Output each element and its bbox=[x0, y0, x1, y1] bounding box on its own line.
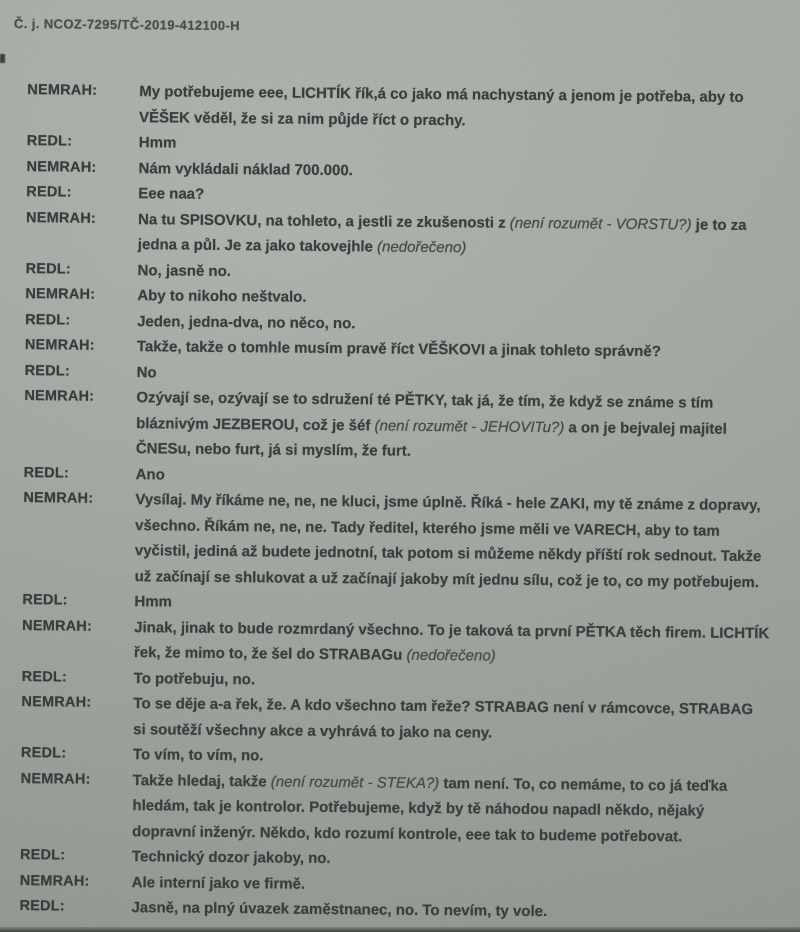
unintelligible-note: (není rozumět - JEHOVITu?) bbox=[374, 416, 565, 436]
utterance-text: Technický dozor jakoby, no. bbox=[131, 848, 331, 868]
speaker-label: NEMRAH: bbox=[26, 158, 97, 176]
transcript-row bbox=[23, 486, 772, 595]
speaker-label: NEMRAH: bbox=[21, 694, 92, 711]
unintelligible-note: (nedořečeno) bbox=[377, 238, 467, 257]
speaker-label: REDL: bbox=[19, 847, 66, 864]
transcript-row bbox=[26, 206, 774, 264]
speaker-label: NEMRAH: bbox=[20, 770, 91, 788]
utterance-text: Aby to nikoho neštvalo. bbox=[137, 287, 307, 306]
utterance-text: Hmm bbox=[134, 593, 173, 611]
speaker-label: REDL: bbox=[26, 184, 72, 201]
utterance-text: Ano bbox=[135, 465, 165, 483]
unintelligible-note: (není rozumět - STEKA?) bbox=[270, 772, 440, 792]
speaker-label: REDL: bbox=[19, 898, 65, 915]
utterance-text: Nám vykládali náklad 700.000. bbox=[138, 159, 353, 179]
speaker-label: NEMRAH: bbox=[27, 82, 98, 99]
utterance-text: Ale interní jako ve firmě. bbox=[131, 873, 306, 893]
speaker-label: REDL: bbox=[26, 133, 73, 150]
utterance-text: To vím, to vím, no. bbox=[132, 746, 264, 765]
speaker-label: REDL: bbox=[21, 668, 68, 685]
utterance-text: Jasně, na plný úvazek zaměstnanec, no. To nevím, ty vole. bbox=[131, 899, 548, 921]
utterance-text: Jinak, jinak to bude rozmrdaný všechno. To je taková ta první PĚTKA těch firem. LICHTÍK řek, že mimo to, že šel do STRABAGu (nedořečeno) bbox=[133, 618, 770, 665]
speaker-label: NEMRAH: bbox=[22, 617, 93, 635]
speaker-label: NEMRAH: bbox=[19, 872, 90, 890]
utterance-text: Vysílaj. My říkáme ne, ne, ne kluci, jsme úplně. Říká - hele ZAKI, my tě známe z dopravy, všechno. Říkám ne, ne, ne. Tady ředitel, kterého jsme měli ve VARECH, aby to tam vyčistil, jediná až budete jednotní, tak potom si můžeme někdy příští rok sednout. Takže už začínají se shlukovat a už začínají jakoby mít jednu sílu, což je to, co my potřebujem. bbox=[134, 491, 762, 591]
case-reference-number: Č. j. NCOZ-7295/TČ-2019-412100-H bbox=[13, 15, 240, 34]
utterance-text: Hmm bbox=[138, 134, 177, 152]
transcript-row bbox=[21, 690, 769, 748]
speaker-label: REDL: bbox=[25, 260, 72, 277]
transcript-row bbox=[27, 78, 775, 136]
unintelligible-note: (nedořečeno) bbox=[406, 646, 496, 665]
utterance-text: No, jasně no. bbox=[137, 261, 232, 280]
utterance-text: To potřebuju, no. bbox=[133, 669, 256, 688]
speaker-label: REDL: bbox=[24, 362, 71, 379]
utterance-text: Ozývají se, ozývají se to sdružení té PĚTKY, tak já, že tím, že když se známe s tím bláznivým JEZBEROU, což je šéf (není rozumět - JEHOVITu?) a on je bejvalej majitel ČNESu, nebo furt, já si myslím, že furt. bbox=[135, 389, 727, 460]
speaker-label: NEMRAH: bbox=[26, 209, 97, 227]
utterance-text: My potřebujeme eee, LICHTÍK řík,á co jako má nachystaný a jenom je potřeba, aby to VĚŠEK věděl, že si za nim půjde říct o prachy. bbox=[138, 83, 744, 129]
speaker-label: REDL: bbox=[20, 745, 67, 762]
utterance-text: Takže hledaj, takže (není rozumět - STEKA?) tam není. To, co nemáme, to co já teďka hledám, tak je kontrolor. Potřebujeme, když by tě náhodou napadl někdo, nějaký dopravní inženýr. Někdo, kdo rozumí kontrole, eee tak to budeme potřebovat. bbox=[132, 771, 728, 845]
utterance-text: Takže, takže o tomhle musím pravě říct VĚŠKOVI a jinak tohleto správně? bbox=[136, 338, 661, 361]
speaker-label: REDL: bbox=[23, 464, 70, 481]
utterance-text: No bbox=[136, 363, 157, 381]
speaker-label: NEMRAH: bbox=[23, 490, 94, 507]
transcript-row bbox=[20, 767, 769, 851]
unintelligible-note: (není rozumět - VORSTU?) bbox=[509, 214, 692, 233]
transcript-row bbox=[22, 614, 770, 672]
speaker-label: NEMRAH: bbox=[25, 286, 96, 303]
wiretap-transcript bbox=[19, 78, 775, 927]
scan-edge-shadow bbox=[0, 927, 800, 932]
speaker-label: NEMRAH: bbox=[24, 337, 95, 354]
transcript-row bbox=[24, 384, 773, 468]
utterance-text: Na tu SPISOVKU, na tohleto, a jestli ze zkušenosti z (není rozumět - VORSTU?) je to za jedna a půl. Je za jako takovejhle (nedořečeno) bbox=[137, 210, 747, 257]
speaker-label: REDL: bbox=[25, 311, 71, 328]
utterance-text: Eee naa? bbox=[138, 185, 205, 203]
speaker-label: NEMRAH: bbox=[24, 388, 95, 405]
speaker-label: REDL: bbox=[22, 592, 68, 609]
utterance-text: To se děje a-a řek, že. A kdo všechno tam řeže? STRABAG není v rámcovce, STRABAG si soutěží všechny akce a vyhrává to jako na ceny. bbox=[133, 695, 754, 742]
utterance-text: Jeden, jedna-dva, no něco, no. bbox=[137, 312, 356, 332]
